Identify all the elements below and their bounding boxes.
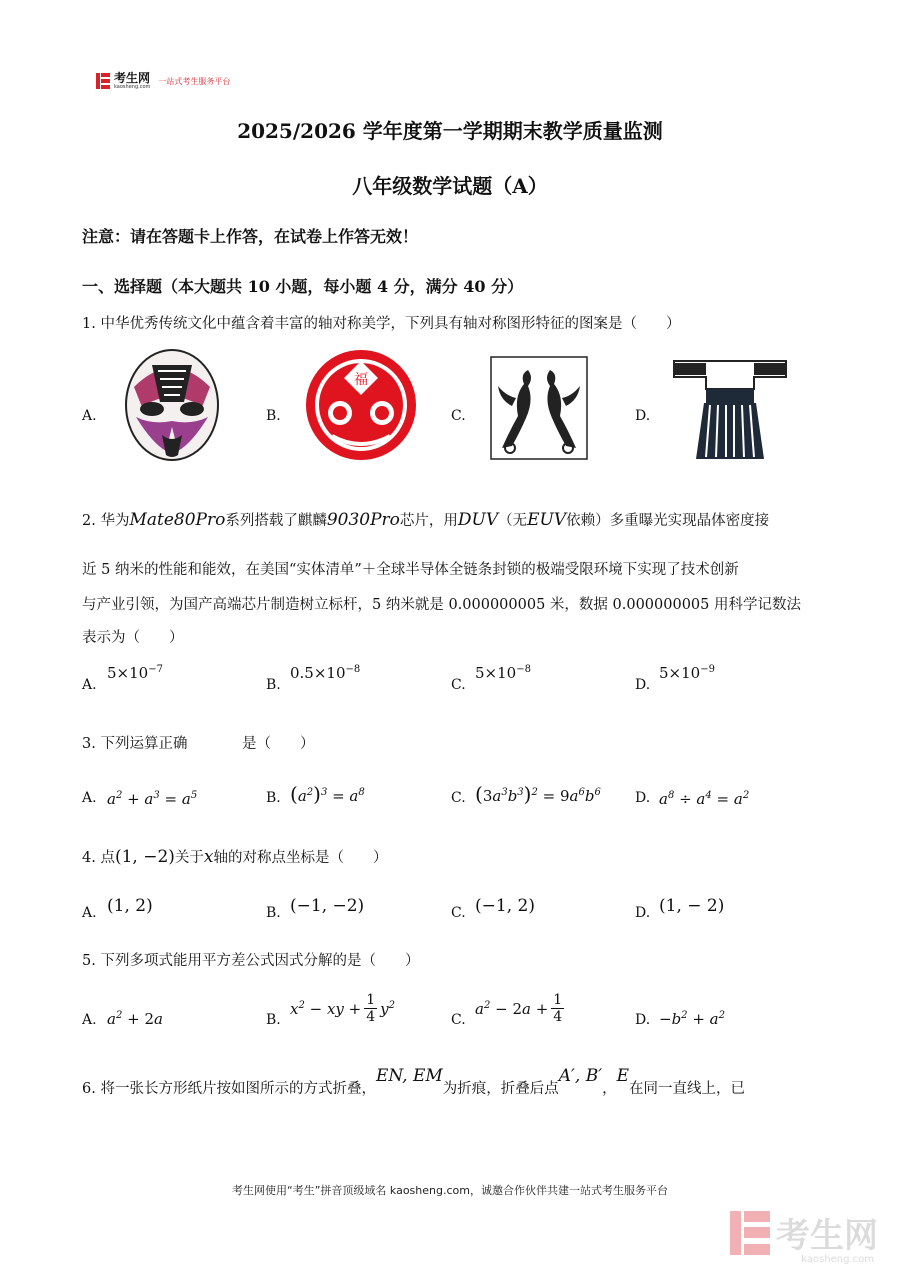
q3-label-c: C. bbox=[451, 790, 466, 806]
q2-line4: 表示为（ ） bbox=[82, 630, 184, 646]
q4-label-b: B. bbox=[266, 905, 281, 921]
q2-label-b: B. bbox=[266, 677, 281, 693]
q2-text-d: （无 bbox=[498, 513, 528, 529]
q6-stem bbox=[82, 1066, 745, 1099]
page-subtitle: 八年级数学试题（A） bbox=[352, 174, 548, 198]
q2-option-c-exp: −8 bbox=[516, 664, 531, 675]
q2-math-kirin: 9030Pro bbox=[326, 510, 400, 530]
q2-option-d-exp: −9 bbox=[700, 664, 715, 675]
q2-option-c-base: 5×10 bbox=[475, 664, 517, 682]
q3-option-c: $(3a^3b^3)^2 = 9a^6b^6$ bbox=[475, 782, 601, 806]
q4-option-d: (1, − 2) bbox=[659, 896, 725, 916]
q5-label-d: D. bbox=[635, 1012, 651, 1028]
q3-label-d: D. bbox=[635, 790, 651, 806]
q2-option-d bbox=[659, 664, 715, 682]
q4-stem-b: 关于 bbox=[174, 850, 204, 866]
page-title: 2025/2026 学年度第一学期期末教学质量监测 bbox=[237, 119, 663, 143]
q5-option-d: $-b^2 + a^2$ bbox=[659, 1010, 725, 1028]
q3-label-a: A. bbox=[82, 790, 97, 806]
q3-stem-a: 3. 下列运算正确 bbox=[82, 736, 188, 752]
q2-text-a: 2. 华为 bbox=[82, 513, 130, 529]
q3-option-d: $a^8 \div a^4 = a^2$ bbox=[659, 790, 750, 808]
q4-label-c: C. bbox=[451, 905, 466, 921]
robe-image bbox=[670, 353, 790, 463]
q2-text-b: 系列搭载了麒麟 bbox=[225, 513, 327, 529]
q4-option-c: (−1, 2) bbox=[475, 896, 535, 916]
q2-line3: 与产业引领，为国产高端芯片制造树立标杆，5 纳米就是 0.000000005 米，数据 0.000000005 用科学记数法 bbox=[82, 597, 801, 613]
q2-text-c: 芯片，用 bbox=[399, 513, 458, 529]
watermark-logo-icon bbox=[730, 1211, 770, 1255]
q3-option-a: $a^2 + a^3 = a^5$ bbox=[107, 790, 198, 808]
q5-label-c: C. bbox=[451, 1012, 466, 1028]
q1-label-d: D. bbox=[635, 408, 651, 424]
q4-axis: x bbox=[203, 847, 214, 867]
q3-label-b: B. bbox=[266, 790, 281, 806]
q2-label-d: D. bbox=[635, 677, 651, 693]
footer-text: 考生网使用“考生”拼音顶级域名 kaosheng.com，诚邀合作伙伴共建一站式考生服务平台 bbox=[232, 1184, 668, 1197]
q6-stem-a: 6. 将一张长方形纸片按如图所示的方式折叠， bbox=[82, 1081, 376, 1097]
q2-option-b-exp: −8 bbox=[345, 664, 361, 675]
section-heading: 一、选择题（本大题共 10 小题，每小题 4 分，满分 40 分） bbox=[82, 277, 524, 296]
opera-mask-image bbox=[122, 347, 222, 462]
q2-option-c bbox=[475, 664, 531, 682]
q3-option-b: $(a^2)^3 = a^8$ bbox=[290, 782, 365, 806]
logo-brand: 考生网 bbox=[114, 71, 151, 85]
q1-label-b: B. bbox=[266, 408, 281, 424]
watermark-brand: 考生网 bbox=[776, 1216, 878, 1256]
q2-math-euv: EUV bbox=[527, 510, 567, 530]
q2-math-duv: DUV bbox=[457, 510, 499, 530]
q2-text-e: 依赖）多重曝光实现晶体密度接 bbox=[566, 513, 770, 529]
q2-line2: 近 5 纳米的性能和能效，在美国“实体清单”＋全球半导体全链条封锁的极端受限环境下实现了技术创新 bbox=[82, 562, 739, 578]
q6-stem-d: 在同一直线上，已 bbox=[629, 1081, 745, 1097]
q6-math-ab: A′, B′ bbox=[558, 1066, 603, 1086]
q4-label-a: A. bbox=[82, 905, 97, 921]
q1-stem: 1. 中华优秀传统文化中蕴含着丰富的轴对称美学，下列具有轴对称图形特征的图案是（ ） bbox=[82, 316, 681, 332]
notice: 注意：请在答题卡上作答，在试卷上作答无效！ bbox=[82, 227, 419, 246]
q6-math-e: E bbox=[616, 1066, 629, 1086]
q5-label-a: A. bbox=[82, 1012, 97, 1028]
q4-option-a: (1, 2) bbox=[107, 896, 153, 916]
logo-mark-icon bbox=[96, 73, 110, 89]
logo-slogan: 一站式考生服务平台 bbox=[158, 76, 231, 86]
q2-option-a bbox=[107, 664, 163, 682]
watermark-domain: kaosheng.com bbox=[801, 1254, 874, 1265]
q2-option-d-base: 5×10 bbox=[659, 664, 701, 682]
svg-text:福: 福 bbox=[354, 372, 368, 388]
watermark bbox=[730, 1208, 878, 1265]
q6-math-en-em: EN, EM bbox=[375, 1066, 443, 1086]
q4-stem-c: 轴的对称点坐标是（ ） bbox=[213, 850, 388, 866]
q1-label-a: A. bbox=[82, 408, 97, 424]
q4-stem-a: 4. 点 bbox=[82, 850, 115, 866]
q2-option-b-base: 0.5×10 bbox=[290, 664, 346, 682]
phoenix-image bbox=[490, 356, 588, 460]
q1-label-c: C. bbox=[451, 408, 466, 424]
header-logo bbox=[96, 72, 230, 90]
q2-option-a-exp: −7 bbox=[148, 664, 163, 675]
q6-stem-b: 为折痕，折叠后点 bbox=[442, 1081, 559, 1097]
q2-label-a: A. bbox=[82, 677, 97, 693]
q5-option-b: $x^2$ − xy + $\frac{1}{4}$ $y^2$ bbox=[290, 992, 395, 1025]
q5-label-b: B. bbox=[266, 1012, 281, 1028]
logo-domain: kaosheng.com bbox=[114, 84, 151, 90]
q4-label-d: D. bbox=[635, 905, 651, 921]
q5-stem: 5. 下列多项式能用平方差公式因式分解的是（ ） bbox=[82, 953, 420, 969]
q2-option-b bbox=[290, 664, 360, 682]
q3-stem-b: 是（ ） bbox=[242, 736, 315, 752]
q2-label-c: C. bbox=[451, 677, 466, 693]
q4-point: (1, −2) bbox=[114, 847, 175, 867]
q4-stem bbox=[82, 847, 388, 868]
q2-option-a-base: 5×10 bbox=[107, 664, 149, 682]
q2-math-mate: Mate80Pro bbox=[129, 510, 226, 530]
q5-option-c: $a^2 - 2a$ + $\frac{1}{4}$ bbox=[475, 992, 563, 1025]
q2-line1 bbox=[82, 510, 769, 531]
q4-option-b: (−1, −2) bbox=[290, 896, 365, 916]
q6-stem-c: ， bbox=[602, 1081, 617, 1097]
paper-cut-image bbox=[302, 348, 420, 462]
q5-option-a: $a^2 + 2a$ bbox=[107, 1010, 163, 1028]
